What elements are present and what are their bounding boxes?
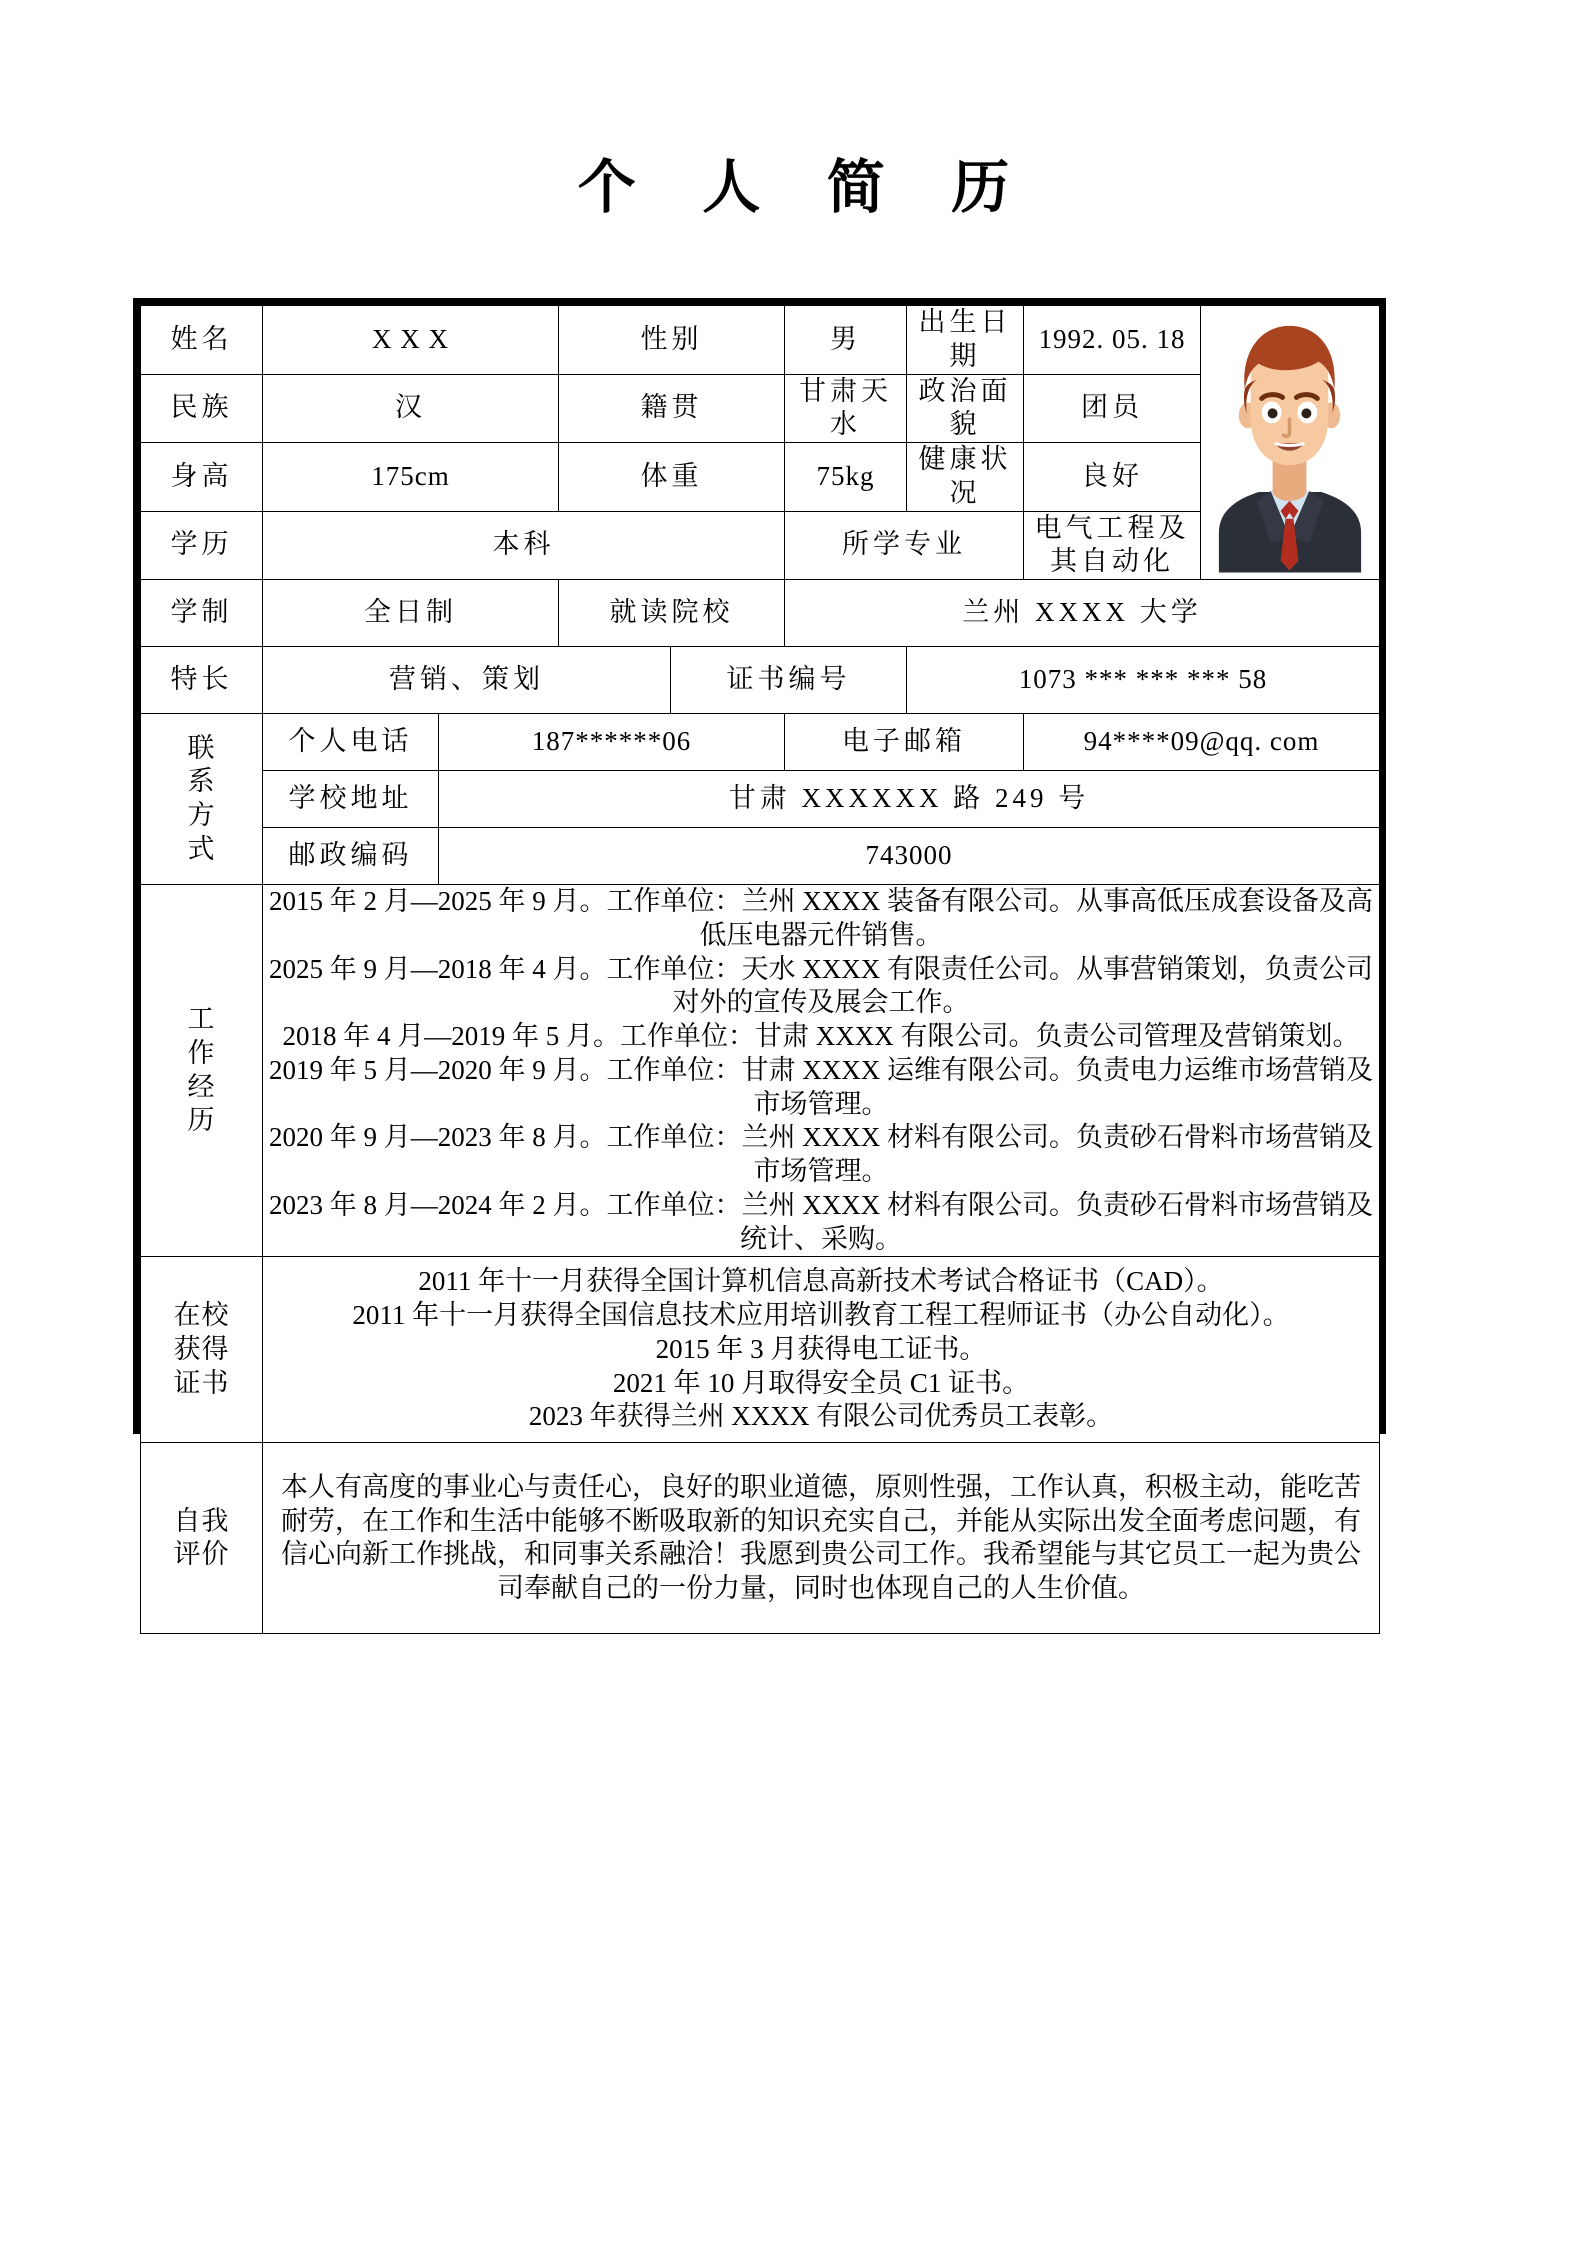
ethnic-value: 汉 (263, 374, 559, 443)
political-label: 政治面貌 (907, 374, 1024, 443)
table-row (141, 306, 1380, 375)
work-side-char: 经 (187, 1071, 216, 1102)
phone-value: 187******06 (439, 714, 785, 771)
work-entry: 2019 年 5 月—2020 年 9 月。工作单位：甘肃 XXXX 运维有限公司。负责电力运维市场营销及市场管理。 (269, 1054, 1373, 1119)
table-row (141, 828, 1380, 885)
birth-label: 出生日期 (907, 306, 1024, 375)
table-row (141, 443, 1380, 512)
table-row (141, 374, 1380, 443)
work-side-char: 作 (187, 1037, 216, 1068)
certificates-side-label (141, 1257, 263, 1443)
table-row (141, 647, 1380, 714)
cert-side-char: 在校 (173, 1300, 230, 1331)
address-label: 学校地址 (263, 771, 439, 828)
name-value: X X X (263, 306, 559, 375)
specialty-label: 特长 (141, 647, 263, 714)
email-label: 电子邮箱 (785, 714, 1024, 771)
contact-side-char: 联 (187, 732, 216, 763)
ethnic-label: 民族 (141, 374, 263, 443)
education-label: 学历 (141, 511, 263, 580)
contact-side-char: 式 (187, 833, 216, 864)
phone-label: 个人电话 (263, 714, 439, 771)
native-value: 甘肃天水 (785, 374, 907, 443)
name-label: 姓名 (141, 306, 263, 375)
self-evaluation-content (263, 1443, 1380, 1634)
gender-label: 性别 (559, 306, 785, 375)
resume-table (140, 305, 1380, 1634)
work-experience-content (263, 885, 1380, 1257)
table-row (141, 1443, 1380, 1634)
table-row (141, 511, 1380, 580)
certno-label: 证书编号 (671, 647, 907, 714)
table-row (141, 1257, 1380, 1443)
work-entry: 2023 年 8 月—2024 年 2 月。工作单位：兰州 XXXX 材料有限公司。负责砂石骨料市场营销及统计、采购。 (269, 1189, 1373, 1254)
cert-side-char: 获得 (173, 1333, 230, 1364)
school-value: 兰州 XXXX 大学 (785, 580, 1380, 647)
certificates-content (263, 1257, 1380, 1443)
work-entry: 2015 年 2 月—2025 年 9 月。工作单位：兰州 XXXX 装备有限公司。从事高低压成套设备及高低压电器元件销售。 (269, 886, 1373, 950)
certificate-entry: 2023 年获得兰州 XXXX 有限公司优秀员工表彰。 (528, 1401, 1114, 1432)
table-row (141, 714, 1380, 771)
work-side-char: 工 (187, 1004, 216, 1035)
eval-side-char: 评价 (173, 1539, 230, 1570)
avatar-illustration (1201, 306, 1379, 573)
birth-value: 1992. 05. 18 (1024, 306, 1201, 375)
address-value: 甘肃 XXXXXX 路 249 号 (439, 771, 1380, 828)
certificate-entry: 2011 年十一月获得全国信息技术应用培训教育工程工程师证书（办公自动化）。 (352, 1300, 1290, 1331)
contact-side-char: 系 (187, 766, 216, 797)
system-value: 全日制 (263, 580, 559, 647)
postcode-value: 743000 (439, 828, 1380, 885)
height-value: 175cm (263, 443, 559, 512)
weight-value: 75kg (785, 443, 907, 512)
contact-side-label (141, 714, 263, 885)
height-label: 身高 (141, 443, 263, 512)
major-value: 电气工程及其自动化 (1024, 511, 1201, 580)
gender-value: 男 (785, 306, 907, 375)
weight-label: 体重 (559, 443, 785, 512)
political-value: 团员 (1024, 374, 1201, 443)
certno-value: 1073 *** *** *** 58 (907, 647, 1380, 714)
resume-table-frame (133, 298, 1386, 1603)
contact-side-char: 方 (187, 800, 216, 830)
page-title: 个 人 简 历 (577, 155, 1036, 220)
work-entry: 2025 年 9 月—2018 年 4 月。工作单位：天水 XXXX 有限责任公司。从事营销策划，负责公司对外的宣传及展会工作。 (269, 953, 1373, 1018)
table-row (141, 580, 1380, 647)
work-entry: 2020 年 9 月—2023 年 8 月。工作单位：兰州 XXXX 材料有限公司。负责砂石骨料市场营销及市场管理。 (269, 1122, 1373, 1186)
health-label: 健康状况 (907, 443, 1024, 512)
self-evaluation-text: 本人有高度的事业心与责任心，良好的职业道德，原则性强，工作认真，积极主动，能吃苦耐劳，在工作和生活中能够不断吸取新的知识充实自己，并能从实际出发全面考虑问题，有信心向新工作挑战，和同事关系融洽！我愿到贵公司工作。我希望能与其它员工一起为贵公司奉献自己的一份力量，同时也体现自己的人生价值。 (281, 1471, 1361, 1603)
health-value: 良好 (1024, 443, 1201, 512)
system-label: 学制 (141, 580, 263, 647)
photo-cell (1201, 306, 1380, 580)
table-row (141, 885, 1380, 1257)
work-side-char: 历 (187, 1105, 216, 1136)
certificate-entry: 2021 年 10 月取得安全员 C1 证书。 (612, 1367, 1030, 1398)
work-experience-side-label (141, 885, 263, 1257)
major-label: 所学专业 (785, 511, 1024, 580)
email-value: 94****09@qq. com (1024, 714, 1380, 771)
certificate-entry: 2015 年 3 月获得电工证书。 (655, 1333, 987, 1364)
certificate-entry: 2011 年十一月获得全国计算机信息高新技术考试合格证书（CAD）。 (418, 1266, 1224, 1297)
school-label: 就读院校 (559, 580, 785, 647)
postcode-label: 邮政编码 (263, 828, 439, 885)
native-label: 籍贯 (559, 374, 785, 443)
eval-side-char: 自我 (173, 1505, 230, 1536)
self-evaluation-side-label (141, 1443, 263, 1634)
avatar (1201, 306, 1379, 573)
work-entry: 2018 年 4 月—2019 年 5 月。工作单位：甘肃 XXXX 有限公司。负责公司管理及营销策划。 (282, 1021, 1360, 1051)
education-value: 本科 (263, 511, 785, 580)
cert-side-char: 证书 (173, 1367, 230, 1398)
table-row (141, 771, 1380, 828)
specialty-value: 营销、策划 (263, 647, 671, 714)
